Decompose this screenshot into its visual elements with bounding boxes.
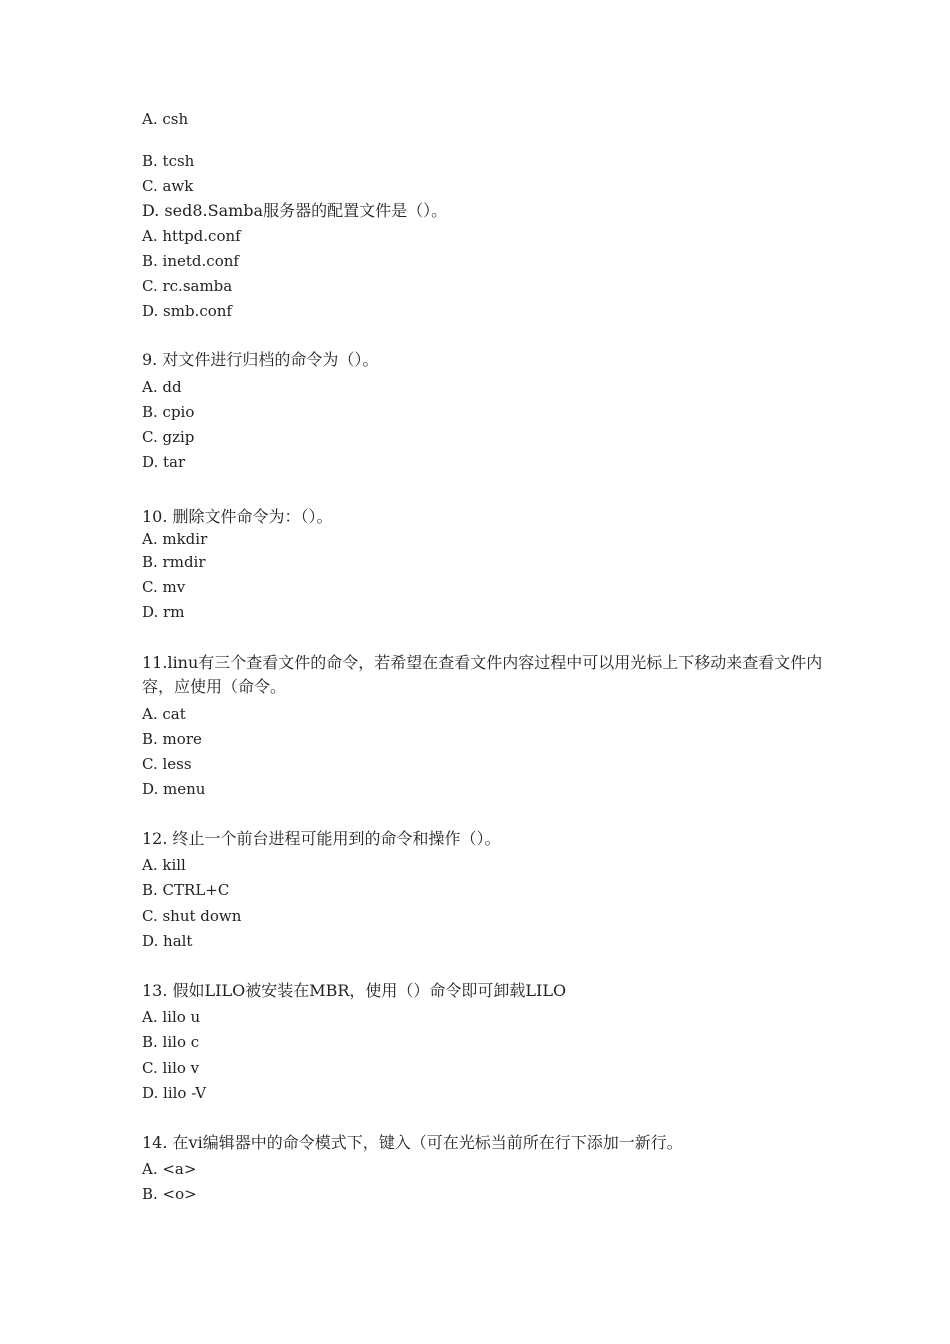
option-b-rmdir: B. rmdir [142,553,206,571]
option-d-rm: D. rm [142,603,185,621]
option-c-mv: C. mv [142,578,186,596]
option-d-sed-question-8: D. sed8.Samba服务器的配置文件是（）。 [142,201,448,220]
question-13: 13. 假如LILO被安装在MBR，使用（）命令即可卸载LILO [142,981,567,1000]
option-d-smb-conf: D. smb.conf [142,302,232,320]
option-a-mkdir: A. mkdir [142,530,208,548]
option-b-inetd-conf: B. inetd.conf [142,252,239,270]
option-a-csh: A. csh [142,110,189,128]
option-c-lilo-v: C. lilo v [142,1059,200,1077]
option-b-more: B. more [142,730,202,748]
option-b-cpio: B. cpio [142,403,195,421]
option-c-awk: C. awk [142,177,194,195]
option-b-o-key: B. <o> [142,1185,197,1203]
option-b-lilo-c: B. lilo c [142,1033,200,1051]
option-d-menu: D. menu [142,780,206,798]
option-a-kill: A. kill [142,856,186,874]
option-d-halt: D. halt [142,932,193,950]
question-9: 9. 对文件进行归档的命令为（）。 [142,350,379,369]
option-b-ctrl-c: B. CTRL+C [142,881,230,899]
question-12: 12. 终止一个前台进程可能用到的命令和操作（）。 [142,829,501,848]
option-a-lilo-u: A. lilo u [142,1008,201,1026]
question-11: 11.linu有三个查看文件的命令，若希望在查看文件内容过程中可以用光标上下移动来查看文件内容，应使用（命令。 [142,653,823,696]
option-b-tcsh: B. tcsh [142,152,195,170]
option-d-lilo-V: D. lilo -V [142,1084,207,1102]
option-a-dd: A. dd [142,378,182,396]
option-d-tar: D. tar [142,453,186,471]
question-10: 10. 删除文件命令为：（）。 [142,507,333,526]
option-a-httpd-conf: A. httpd.conf [142,227,241,245]
option-c-less: C. less [142,755,192,773]
option-c-rc-samba: C. rc.samba [142,277,233,295]
option-a-cat: A. cat [142,705,186,723]
option-a-a-key: A. <a> [142,1160,197,1178]
question-14: 14. 在vi编辑器中的命令模式下，键入（可在光标当前所在行下添加一新行。 [142,1133,683,1152]
option-c-gzip: C. gzip [142,428,195,446]
option-c-shut-down: C. shut down [142,907,242,925]
